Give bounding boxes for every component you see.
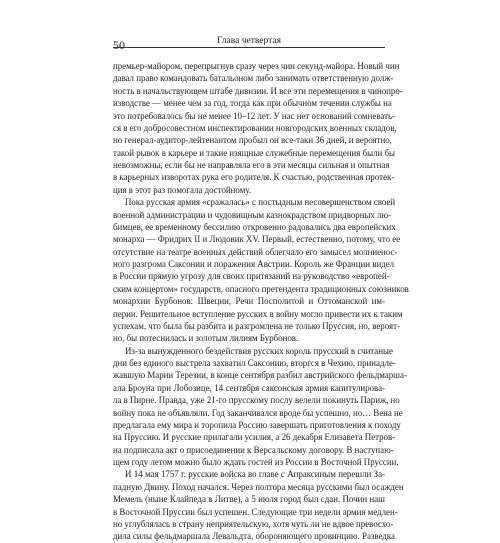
text-line: отсутствие на театре военных действий облегчало его замысел молниенос- (113, 246, 398, 257)
text-line: давал право командовать батальоном либо занимать ответственную долж- (113, 73, 394, 84)
text-line: ность в начальствующем штабе дивизии. И все эти перемещения в чинопро- (113, 85, 403, 96)
text-line: ала Броуна при Лобозице, 14 сентября саксонская армия капитулирова- (113, 382, 385, 393)
text-line: Из-за вынужденного бездействия русских король прусский в считаные (125, 345, 393, 356)
text-line: ного разгрома Саксонии и поражения Австрии. Король же Франции видел (113, 259, 395, 269)
text-line: предлагала ему мира и торопила Россию завершать приготовления к походу (113, 419, 401, 430)
running-head: Глава четвертая (217, 36, 281, 46)
text-line: такой рывок в карьере и такие изящные служебные перемещения были бы (113, 147, 395, 158)
text-line: но, бы потеснилась и золотым лилиям Бурбонов. (113, 333, 299, 344)
text-line: ся в его добросовестном инспектировании новгородских военных складов, (113, 122, 397, 133)
text-line: в России прямую угрозу для своих притязаний на руководство «европей- (113, 271, 390, 282)
text-line: военной администрации и чудовищным казнокрадством придворных лю- (113, 209, 392, 220)
text-line: ским концертом» государств, опасного претендента традиционных союзников (113, 283, 409, 294)
text-line: невозможны, если бы не направляла его в эти месяцы сильная и опытная (113, 160, 390, 170)
text-line: Мемель (ныне Клайпеда в Литве), а 5 июля город был сдан. Почин наш (113, 494, 385, 505)
text-line: ция в этот раз помогала достойному. (113, 184, 252, 195)
text-line: щем году летом можно было ждать гостей из России в Восточной Пруссии. (113, 457, 399, 467)
text-line: монарха — Фридрих II и Людовик XV. Первый, естественно, потому, что ее (113, 234, 401, 245)
text-line: Пока русская армия «сражалась» с постыдным несовершенством своей (125, 197, 396, 208)
body-text (113, 60, 409, 543)
text-line: бимцев, ее временному бессилию откровенно радовались два европейских (113, 221, 396, 232)
text-line: но генерал-аудитор-лейтенантом пробыл он все-таки 36 дней, и вероятно, (113, 135, 392, 146)
text-line: монархии Бурбонов: Швеции, Речи Посполитой и Оттоманской им- (113, 296, 385, 307)
text-line: успехам, что была бы разбита и разгромлена не только Пруссия, но, вероят- (113, 320, 400, 331)
text-line: но углублялась в страну неприятельскую, хотя чуть ли не вдвое превосхо- (113, 518, 394, 529)
text-line: премьер-майором, перепрыгнув сразу через чин секунд-майора. Новый чин (113, 61, 400, 71)
text-line: в карьерных изворотах рука его родителя. К счастью, родственная протек- (113, 172, 395, 183)
text-line: изводстве — менее чем за год, тогда как при обычном течении службы на (113, 98, 392, 109)
text-line: на Пруссию. И русские прилагали усилия, а 26 декабря Елизавета Петров- (113, 432, 396, 443)
text-line: дила силы фельдмаршала Левальдта, обороняющего провинцию. Разведка (113, 531, 395, 542)
text-line: перии. Решительное вступление русских в войну могло привести их к таким (113, 308, 403, 319)
text-line: войну пока не объявляли. Год заканчивался вроде бы успешно, но… Вена не (113, 407, 403, 418)
text-line: это потребовалось бы не менее 10–12 лет. У нас нет оснований сомневать- (113, 110, 396, 121)
text-line: И 14 мая 1757 г. русские войска во главе с Апраксиным перешли За- (125, 469, 385, 480)
text-line: в Восточной Пруссии был успешен. Следующие три недели армия медлен- (113, 506, 398, 517)
text-line: жавшую Марии Терезии, в конце сентября разбил австрийского фельдмарша- (113, 370, 407, 381)
text-line: падную Двину. Поход начался. Через полтора месяца русскими был осажден (113, 481, 404, 492)
text-line: дни без единого выстрела захватил Саксонию, вторгся в Чехию, принадле- (113, 358, 396, 368)
page-number: 50 (113, 38, 125, 52)
header-rule (113, 47, 385, 48)
text-line: на подписала акт о присоединении к Версальскому договору. В наступаю- (113, 444, 394, 455)
text-line: ла в Пирне. Правда, уже 21-го прусскому послу велели покинуть Париж, но (113, 395, 400, 406)
